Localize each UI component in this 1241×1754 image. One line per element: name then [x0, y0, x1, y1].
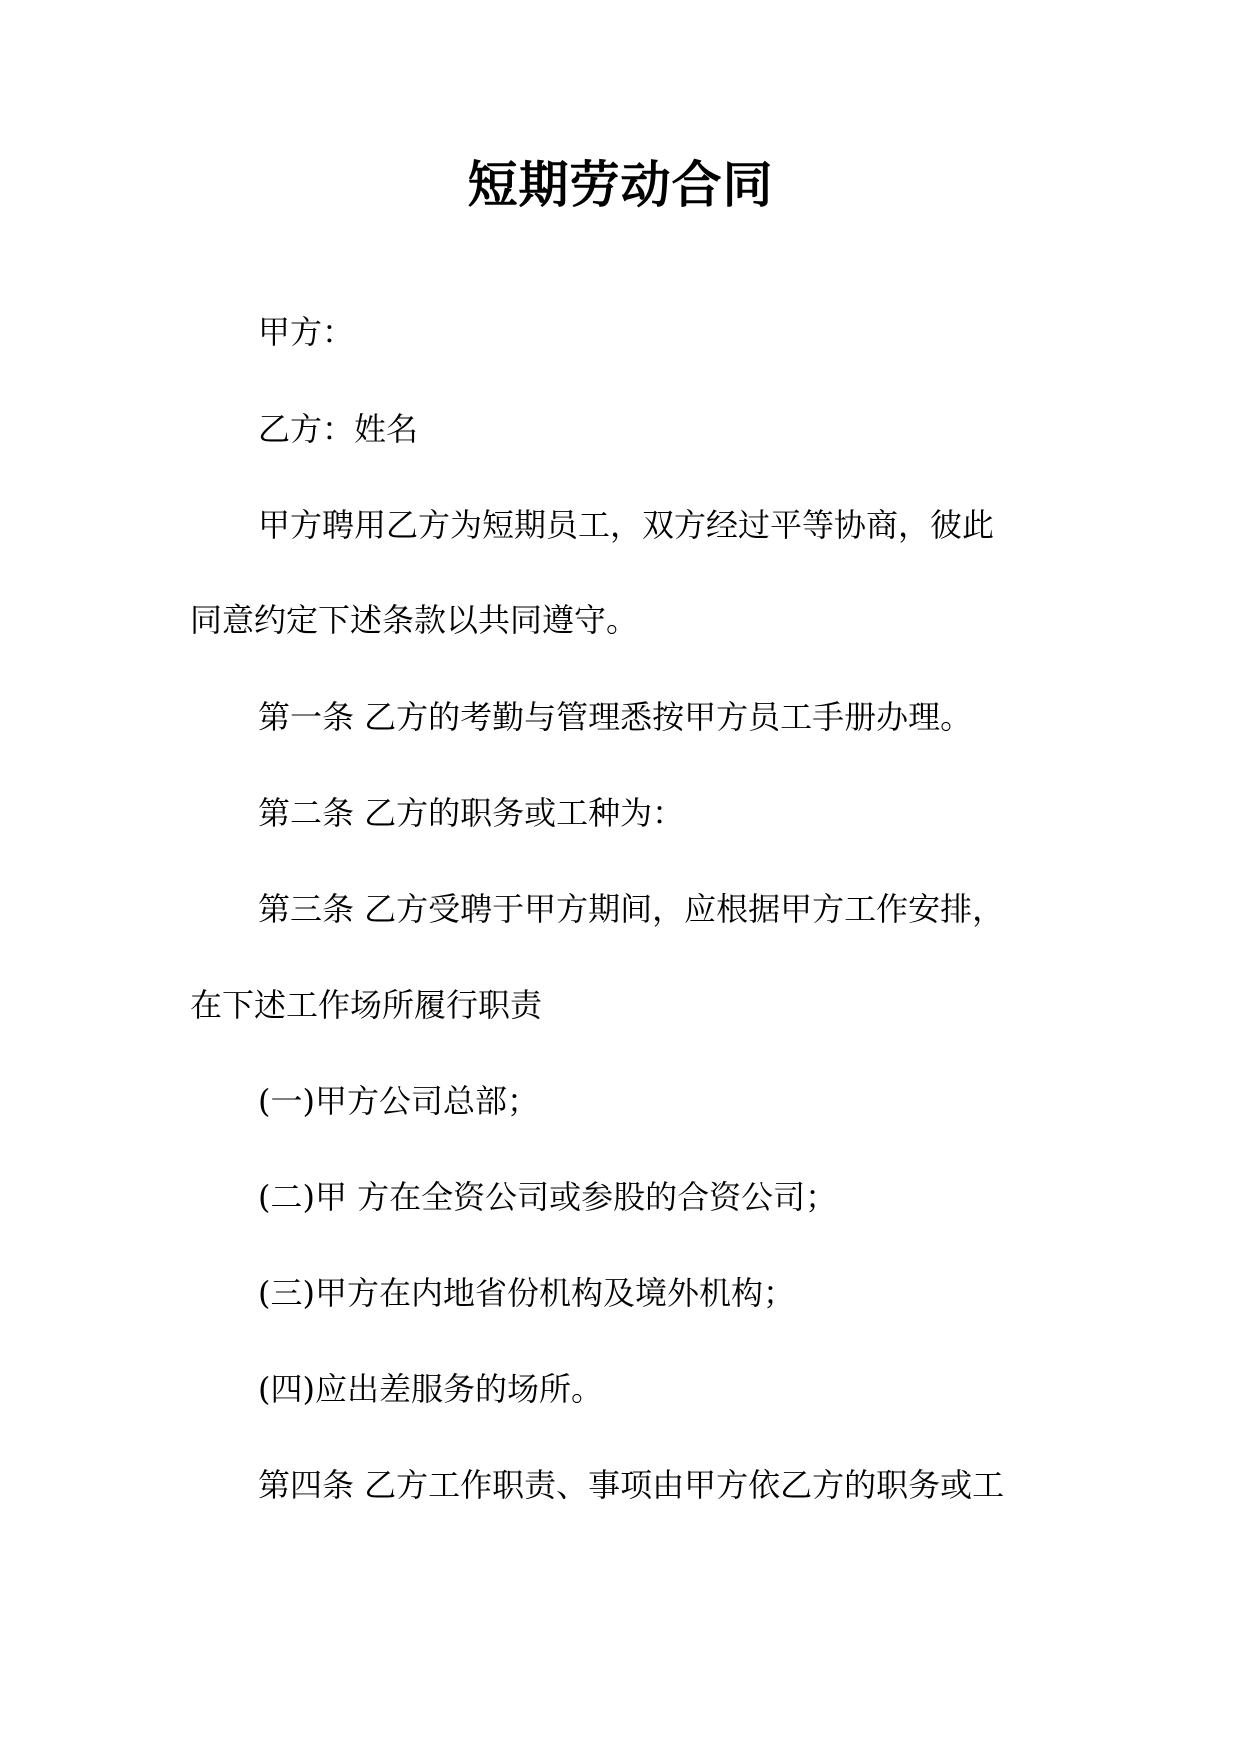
article-4-line-1: 第四条 乙方工作职责、事项由甲方依乙方的职务或工 [258, 1466, 1005, 1504]
article-3-line-1: 第三条 乙方受聘于甲方期间，应根据甲方工作安排， [258, 890, 1005, 928]
workplace-item-3: (三)甲方在内地省份机构及境外机构； [258, 1274, 795, 1312]
workplace-item-1: (一)甲方公司总部； [258, 1082, 539, 1120]
preamble-line-2: 同意约定下述条款以共同遵守。 [190, 601, 639, 639]
article-2: 第二条 乙方的职务或工种为： [258, 794, 685, 832]
preamble-line-1: 甲方聘用乙方为短期员工，双方经过平等协商，彼此 [258, 506, 995, 544]
document-title: 短期劳动合同 [467, 155, 774, 214]
party-b-line: 乙方：姓名 [258, 410, 419, 448]
workplace-item-2: (二)甲 方在全资公司或参股的合资公司； [258, 1178, 838, 1216]
article-3-line-2: 在下述工作场所履行职责 [190, 986, 543, 1024]
workplace-item-4: (四)应出差服务的场所。 [258, 1370, 603, 1408]
party-a-line: 甲方： [258, 313, 355, 351]
article-1: 第一条 乙方的考勤与管理悉按甲方员工手册办理。 [258, 698, 973, 736]
